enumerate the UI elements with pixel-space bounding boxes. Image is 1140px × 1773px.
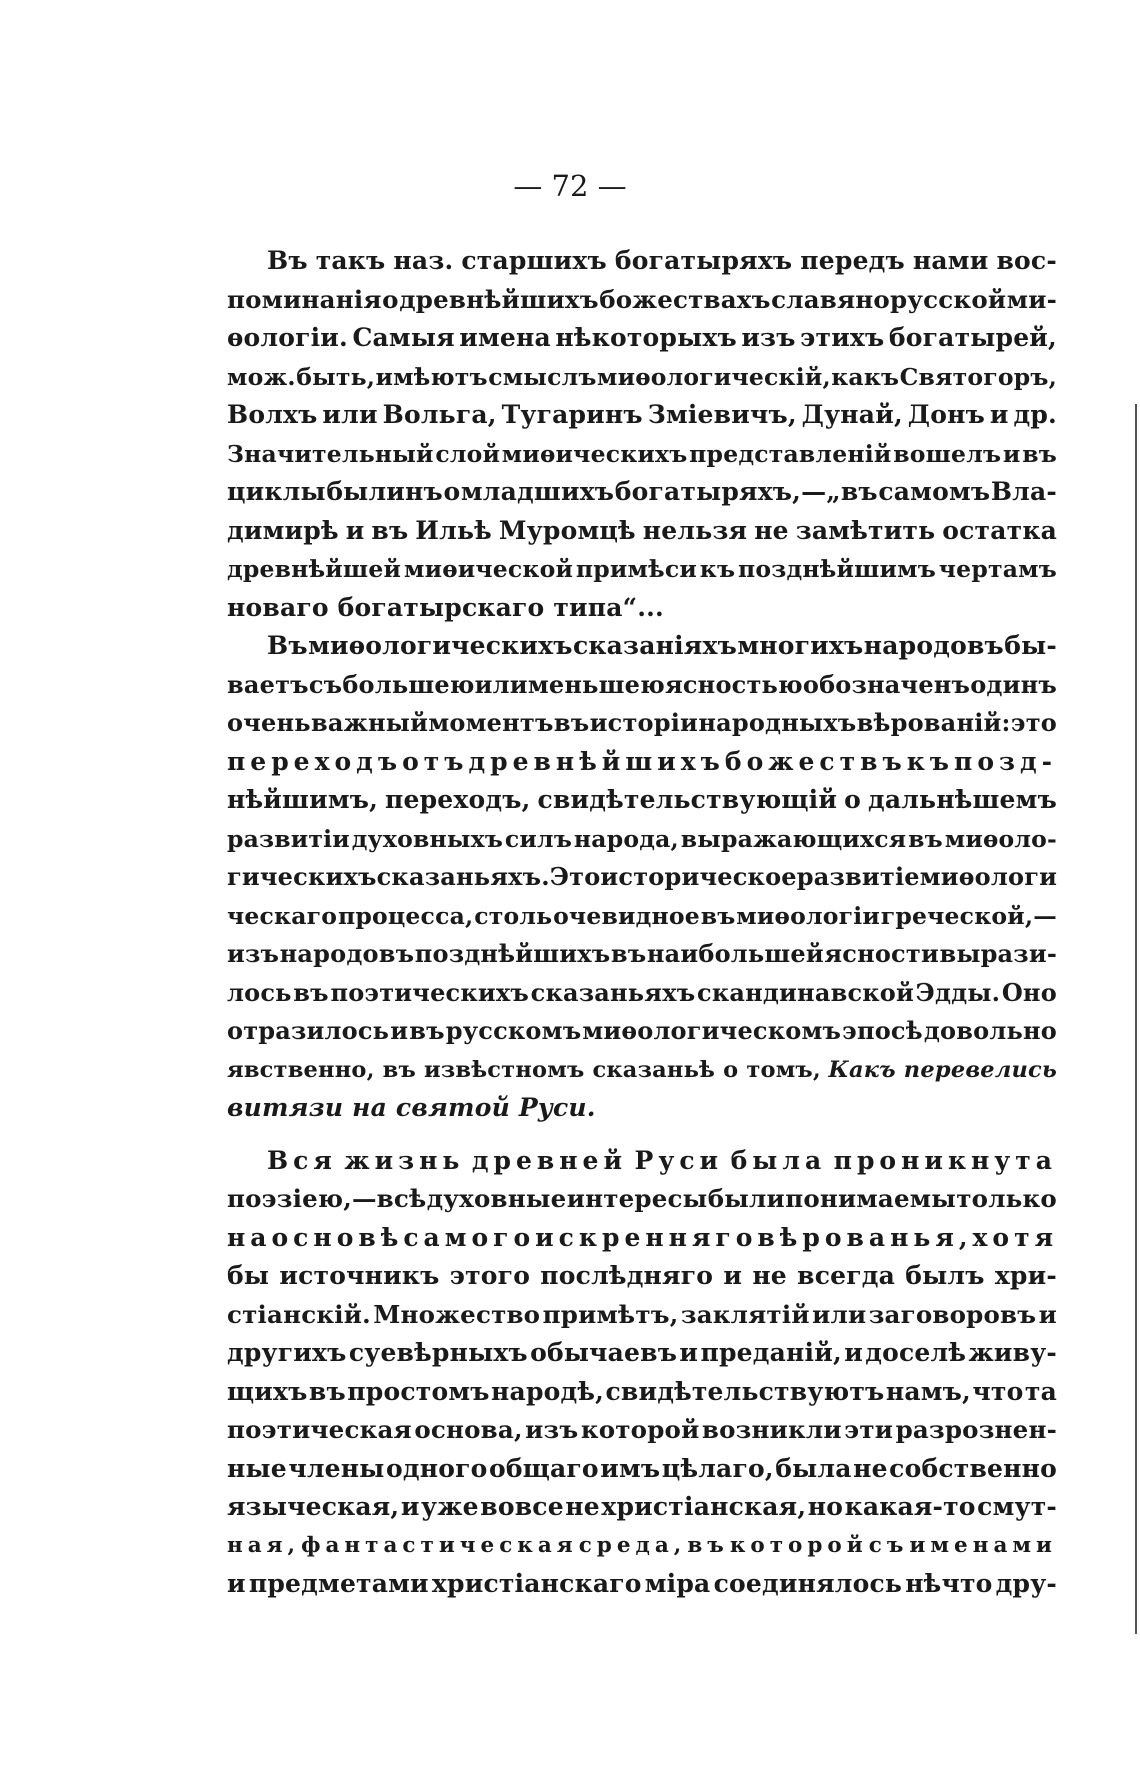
word: Тугаринъ: [501, 400, 643, 429]
word: этого: [449, 1261, 531, 1290]
word: въ: [687, 1532, 729, 1558]
word: наз.: [393, 246, 454, 275]
word: ясностью: [664, 669, 803, 699]
text-line: [227, 935, 1057, 974]
word: вошелъ: [893, 439, 1002, 468]
word: это: [1010, 708, 1057, 737]
word: важный: [310, 708, 429, 737]
text-line: [227, 242, 1057, 281]
text-line: [227, 781, 1057, 820]
word: Въ: [267, 246, 308, 275]
italic-title: Какъ перевелись: [828, 1056, 1057, 1083]
word: эпосѣ: [842, 1016, 923, 1045]
word: была: [730, 1145, 827, 1175]
word: миѳологическихъ: [308, 631, 573, 660]
word: не: [853, 1453, 888, 1483]
word: Вла-: [990, 477, 1057, 506]
word: былинъ: [326, 477, 443, 506]
text-line: [227, 820, 1057, 859]
word: имъ: [600, 1453, 661, 1483]
word: богатырей,: [888, 323, 1057, 352]
word: въ: [908, 824, 943, 853]
word: вос-: [996, 246, 1057, 275]
word: были: [707, 1184, 785, 1213]
word: миѳическихъ: [501, 439, 688, 468]
word: проникнута: [833, 1145, 1057, 1175]
word: или: [812, 1299, 867, 1329]
word: въ: [308, 1376, 346, 1406]
word: вѣрованій:: [856, 708, 1011, 737]
word: уже: [421, 1492, 479, 1521]
word: ные: [227, 1453, 287, 1483]
word: въ: [700, 901, 736, 930]
word: слой: [435, 439, 501, 468]
word: эти: [844, 1415, 894, 1444]
word: Донъ: [907, 400, 985, 429]
text-line: [227, 1373, 1057, 1412]
word: Волхъ: [227, 400, 318, 429]
word: христіанская,: [601, 1492, 807, 1521]
word: общаго: [489, 1453, 599, 1483]
word: чертамъ: [938, 555, 1057, 583]
word: только: [956, 1184, 1057, 1213]
word: богатыряхъ,—„въ: [614, 477, 878, 506]
word: божествъ: [724, 746, 907, 776]
word: выражающихся: [680, 824, 907, 853]
word: послѣдняго: [540, 1261, 714, 1290]
word: доселѣ: [865, 1338, 967, 1367]
text-line: [227, 666, 1057, 705]
word: Это: [549, 862, 601, 891]
word: обычаевъ: [530, 1338, 678, 1367]
word: старшихъ: [461, 246, 607, 275]
word: въ: [371, 515, 409, 545]
text-line: витязи на святой Руси.: [227, 1093, 596, 1122]
word: позд-: [954, 746, 1057, 776]
word: члены: [288, 1453, 385, 1483]
word: многихъ: [737, 631, 864, 660]
text-line: [227, 1565, 1057, 1604]
word: и: [227, 1569, 246, 1598]
text-line: [227, 1411, 1057, 1450]
word: Множество: [373, 1299, 541, 1329]
word: нѣкоторыхъ: [555, 323, 737, 352]
page-number: — 72 —: [513, 169, 627, 203]
word: Ильѣ: [415, 515, 492, 545]
word: въ: [409, 1016, 445, 1045]
word: именами: [909, 1532, 1057, 1558]
word: источникъ: [279, 1261, 440, 1290]
word: Зміевичъ,: [647, 400, 797, 429]
word: и: [723, 1261, 743, 1290]
word: въ: [553, 708, 590, 737]
word: древнѣйшихъ: [468, 746, 725, 776]
word: одинъ: [970, 669, 1057, 699]
word: и: [679, 1338, 699, 1367]
word: живу-: [968, 1338, 1057, 1367]
word: меньшею: [527, 669, 665, 699]
word: разрознен-: [895, 1415, 1057, 1444]
word: преданій,: [700, 1338, 842, 1367]
word: большею: [342, 669, 475, 699]
word: одного: [386, 1453, 488, 1483]
word: гическихъ: [227, 862, 377, 891]
word: ми-: [1006, 284, 1057, 314]
word: и: [400, 1492, 420, 1521]
text-line: [227, 743, 1057, 782]
word: міра: [644, 1569, 711, 1598]
word: вырази-: [939, 939, 1057, 968]
word: народовъ: [279, 939, 415, 968]
word: народовъ: [863, 631, 1004, 660]
text-line: [227, 858, 1057, 897]
word: столь: [474, 901, 553, 930]
word: Святогоръ,: [899, 362, 1057, 391]
word: возникли: [701, 1415, 842, 1444]
text-line: [227, 974, 1057, 1013]
word: къ: [699, 555, 736, 583]
word: позднѣйшихъ: [414, 939, 611, 968]
word: заклятій: [680, 1299, 810, 1329]
word: наибольшей: [646, 939, 824, 968]
word: Вся: [267, 1145, 337, 1175]
word: суевѣрныхъ: [348, 1338, 528, 1367]
text-line: [227, 1180, 1057, 1219]
text-line: новаго богатырскаго типа“...: [227, 592, 664, 622]
word: о: [382, 284, 399, 314]
word: богатыряхъ: [614, 246, 793, 275]
word: замѣтить: [795, 515, 936, 545]
text-line: [227, 319, 1057, 358]
word: другихъ: [227, 1338, 347, 1367]
word: всегда: [797, 1261, 896, 1290]
word: Самыя: [352, 323, 455, 352]
word: была: [775, 1453, 852, 1483]
word: младшихъ: [460, 477, 615, 506]
text-line: [227, 1450, 1057, 1489]
word: быть,: [296, 362, 376, 391]
text-line: [227, 1012, 1057, 1051]
word: основа,: [414, 1415, 523, 1444]
word: дальнѣшемъ: [867, 785, 1057, 814]
word: которой: [729, 1532, 868, 1558]
word: русскомъ: [445, 1016, 582, 1045]
word: Значительный: [227, 439, 434, 468]
text-line: [227, 1488, 1057, 1527]
text-line: [227, 1257, 1057, 1296]
word: скандинавской: [697, 977, 915, 1007]
word: греческой,—: [880, 901, 1057, 930]
word: развитіе: [796, 862, 920, 891]
word: Эдды.: [915, 977, 1001, 1007]
word: въ: [293, 977, 329, 1007]
word: и: [989, 400, 1009, 429]
word: этихъ: [800, 323, 885, 352]
word: къ: [906, 746, 954, 776]
word: соединялось: [713, 1569, 903, 1598]
word: бы: [227, 1261, 270, 1290]
word: передъ: [800, 246, 905, 275]
word: та: [1024, 1376, 1057, 1406]
word: Руси: [634, 1145, 724, 1175]
word: лось: [227, 977, 292, 1007]
word: поминанія: [227, 284, 382, 314]
word: щихъ: [227, 1376, 308, 1406]
word: народа,: [573, 824, 679, 853]
word: отъ: [402, 746, 469, 776]
word: остатка: [942, 515, 1057, 545]
word: бы-: [1004, 631, 1057, 660]
word: духовные: [426, 1184, 567, 1213]
word: жизнь: [344, 1145, 465, 1175]
word: духовныхъ: [351, 824, 504, 853]
text-line: [227, 550, 1057, 589]
word: что: [972, 1376, 1024, 1406]
word: сказаньяхъ: [530, 977, 696, 1007]
word: миѳологическій,: [596, 362, 831, 391]
word: и: [1002, 439, 1021, 468]
text-line: [227, 1219, 1057, 1258]
word: сказаньяхъ.: [376, 862, 550, 891]
word: основѣ: [271, 1222, 404, 1252]
text-line: [227, 281, 1057, 320]
word: примѣси: [575, 555, 698, 583]
word: имѣютъ: [375, 362, 488, 391]
word: о: [443, 477, 461, 506]
text-line: [227, 473, 1057, 512]
word: миѳоло-: [944, 824, 1057, 853]
word: вѣрованья,: [757, 1222, 973, 1252]
word: стіанскій.: [227, 1299, 371, 1329]
word: Оно: [1001, 977, 1057, 1007]
word: но: [807, 1492, 844, 1521]
word: и: [345, 515, 365, 545]
word: развитіи: [227, 824, 350, 853]
word: поэтическая: [227, 1415, 412, 1444]
word: ѳологіи.: [227, 323, 348, 352]
word: ваетъ: [227, 669, 309, 699]
word: хотя: [972, 1222, 1059, 1252]
text-line: [227, 1142, 1057, 1181]
word: циклы: [227, 477, 326, 506]
word: которой: [580, 1415, 700, 1444]
word: очень: [227, 708, 311, 737]
word: Вольга,: [382, 400, 497, 429]
word: цѣлаго,: [661, 1453, 774, 1483]
word: языческая,: [227, 1492, 400, 1521]
word: обозначенъ: [802, 669, 971, 699]
word: силъ: [504, 824, 573, 853]
word: изъ: [741, 323, 796, 352]
word: миѳологіи: [736, 901, 880, 930]
word: самомъ: [878, 477, 991, 506]
text-line: [227, 396, 1057, 435]
word: моментъ: [428, 708, 554, 737]
word: ясности: [824, 939, 939, 968]
word: исторіи: [589, 708, 699, 737]
word: миѳической: [403, 555, 574, 583]
word: свидѣтельствующій: [537, 785, 838, 814]
word: такъ: [315, 246, 386, 275]
word: не: [565, 1492, 600, 1521]
word: интересы: [566, 1184, 708, 1213]
word: и: [844, 1338, 863, 1367]
word: какая-то: [844, 1492, 976, 1521]
text-line: [227, 435, 1057, 474]
word: поэзіею,—всѣ: [227, 1184, 427, 1213]
word: Въ: [267, 631, 308, 660]
word: славянорусской: [771, 284, 1007, 314]
word: понимаемы: [785, 1184, 956, 1213]
word: переходъ: [227, 746, 403, 776]
word: др.: [1013, 400, 1057, 429]
word: Дунай,: [801, 400, 903, 429]
word: смыслъ: [488, 362, 597, 391]
text-line: [227, 1296, 1057, 1335]
word: примѣтъ,: [542, 1299, 679, 1329]
word: позднѣйшимъ: [737, 555, 936, 583]
word: миѳологическомъ: [582, 1016, 842, 1045]
word: самого: [403, 1222, 536, 1252]
word: былъ: [905, 1261, 985, 1290]
word: предметами: [248, 1569, 429, 1598]
word: не: [754, 515, 789, 545]
word: народѣ,: [491, 1376, 605, 1406]
word: божествахъ: [599, 284, 771, 314]
word: народныхъ: [698, 708, 857, 737]
word: изъ: [227, 939, 280, 968]
word: и: [390, 1016, 409, 1045]
word: заговоровъ: [868, 1299, 1037, 1329]
word: на: [227, 1222, 272, 1252]
text-line: [227, 358, 1057, 397]
word: не: [752, 1261, 787, 1290]
text-line: [227, 1334, 1057, 1373]
margin-rule: [1135, 404, 1137, 1634]
word: ная,: [227, 1532, 301, 1558]
word: поэтическихъ: [330, 977, 530, 1007]
word: отразилось: [227, 1016, 390, 1045]
word: смут-: [977, 1492, 1057, 1521]
word: свидѣтельствуютъ: [605, 1376, 885, 1406]
text-line: [227, 704, 1057, 743]
word: нельзя: [642, 515, 748, 545]
word: историческое: [600, 862, 797, 891]
word: нѣйшимъ,: [227, 785, 379, 814]
word: или: [322, 400, 378, 429]
word: древнѣйшей: [227, 555, 402, 583]
body-text: [227, 242, 1057, 1604]
word: съ: [868, 1532, 909, 1558]
word: нами: [912, 246, 989, 275]
word: переходъ,: [385, 785, 531, 814]
text-line: [227, 512, 1057, 551]
word: о: [844, 785, 861, 814]
text-line: [227, 1527, 1057, 1566]
word: ческаго: [227, 901, 338, 930]
word: Муромцѣ: [498, 515, 636, 545]
word: древнѣйшихъ: [399, 284, 599, 314]
word: вовсе: [480, 1492, 564, 1521]
word: миѳологи: [919, 862, 1058, 891]
word: дру-: [995, 1569, 1057, 1598]
word: намъ,: [885, 1376, 971, 1406]
word: очевидное: [553, 901, 700, 930]
word: христіанскаго: [431, 1569, 642, 1598]
word: димирѣ: [227, 515, 339, 545]
word: какъ: [831, 362, 900, 391]
word: въ: [610, 939, 647, 968]
word: довольно: [923, 1016, 1057, 1045]
word: древней: [471, 1145, 628, 1175]
word: въ: [1022, 439, 1057, 468]
word: мож.: [227, 362, 296, 391]
word: и: [1038, 1299, 1057, 1329]
word: среда,: [578, 1532, 687, 1558]
paragraph-gap: [227, 1128, 1057, 1142]
word: собственно: [889, 1453, 1057, 1483]
text-line: явственно, въ извѣстномъ сказаньѣ о томъ, Какъ перевелись: [227, 1051, 1057, 1090]
word: фантастическая: [301, 1532, 578, 1558]
word: хри-: [994, 1261, 1057, 1290]
word: или: [474, 669, 528, 699]
text-line: [227, 627, 1057, 666]
word: искренняго: [535, 1222, 758, 1252]
text-line: [227, 897, 1057, 936]
word: простомъ: [347, 1376, 490, 1406]
word: представленій: [689, 439, 892, 468]
word: имена: [459, 323, 551, 352]
word: сказаніяхъ: [572, 631, 737, 660]
word: изъ: [525, 1415, 579, 1444]
word: процесса,: [337, 901, 474, 930]
word: нѣчто: [905, 1569, 993, 1598]
word: съ: [308, 669, 343, 699]
